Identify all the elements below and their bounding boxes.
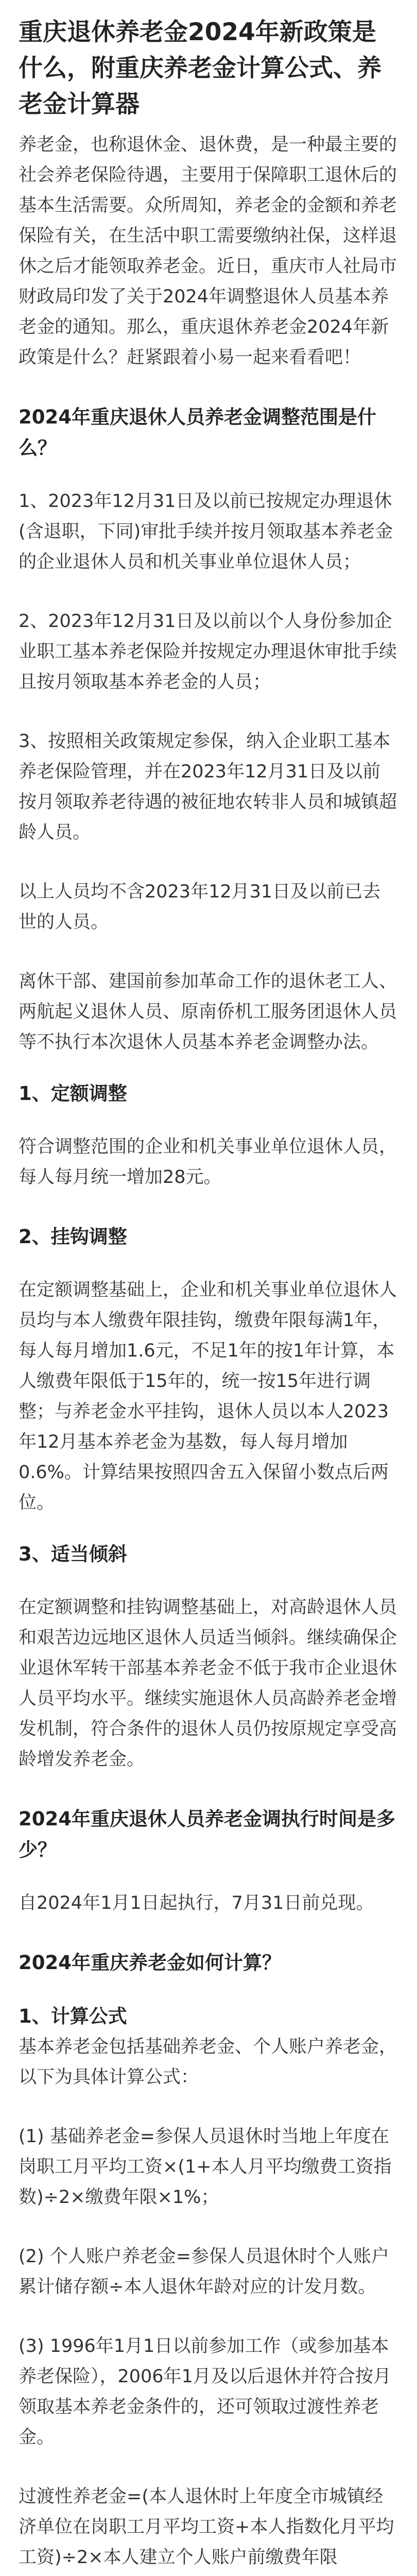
section-heading-scope: 2024年重庆退休人员养老金调整范围是什么？	[19, 406, 376, 459]
tilt-adjustment-text: 在定额调整和挂钩调整基础上，对高龄退休人员和艰苦边远地区退休人员适当倾斜。继续确保企业退休军转干部基本养老金不低于我市企业退休人员平均水平。继续实施退休人员高龄养老金增发机制，符合条件的退休人员仍按原规定享受高龄增发养老金。	[19, 1597, 397, 1770]
intro-paragraph: 养老金，也称退休金、退休费，是一种最主要的社会养老保险待遇，主要用于保障职工退休后的基本生活需要。众所周知，养老金的金额和养老保险有关，在生活中职工需要缴纳社保，这样退休之后才能领取养老金。近日，重庆市人社局市财政局印发了关于2024年调整退休人员基本养老金的通知。那么，重庆退休养老金2024年新政策是什么？赶紧跟着小易一起来看看吧！	[19, 134, 397, 368]
formula-intro: 基本养老金包括基础养老金、个人账户养老金，以下为具体计算公式：	[19, 2037, 397, 2088]
sub-heading-fixed-adjustment: 1、定额调整	[19, 1082, 127, 1105]
sub-heading-linked-adjustment: 2、挂钩调整	[19, 1226, 127, 1248]
formula-personal-account: (2) 个人账户养老金=参保人员退休时个人账户累计储存额÷本人退休年龄对应的计发月数。	[19, 2246, 390, 2297]
scope-item-3: 3、按照相关政策规定参保，纳入企业职工基本养老保险管理，并在2023年12月31日及以前按月领取养老待遇的被征地农转非人员和城镇超龄人员。	[19, 731, 397, 843]
scope-excluded-groups: 离休干部、建国前参加革命工作的退休老工人、两航起义退休人员、原南侨机工服务团退休人员等不执行本次退休人员基本养老金调整办法。	[19, 971, 397, 1053]
formula-transitional-pension: 过渡性养老金=(本人退休时上年度全市城镇经济单位在岗职工月平均工资+本人指数化月平均工资)÷2×本人建立个人账户前缴费年限	[19, 2486, 394, 2568]
sub-heading-tilt-adjustment: 3、适当倾斜	[19, 1543, 127, 1565]
fixed-adjustment-text: 符合调整范围的企业和机关事业单位退休人员，每人每月统一增加28元。	[19, 1137, 397, 1188]
formula-transitional-eligibility: (3) 1996年1月1日以前参加工作（或参加基本养老保险），2006年1月及以后退休并符合按月领取基本养老金条件的，还可领取过渡性养老金。	[19, 2336, 391, 2448]
section-heading-calculation: 2024年重庆养老金如何计算？	[19, 1952, 281, 1974]
scope-item-2: 2、2023年12月31日及以前以个人身份参加企业职工基本养老保险并按规定办理退休审批手续且按月领取基本养老金的人员；	[19, 611, 397, 692]
formula-basic-pension: (1) 基础养老金=参保人员退休时当地上年度在岗职工月平均工资×(1+本人月平均缴费工资指数)÷2×缴费年限×1%；	[19, 2126, 392, 2208]
scope-item-1: 1、2023年12月31日及以前已按规定办理退休(含退职，下同)审批手续并按月领取基本养老金的企业退休人员和机关事业单位退休人员；	[19, 491, 393, 572]
sub-heading-formula: 1、计算公式	[19, 2005, 127, 2027]
scope-exclusion-note: 以上人员均不含2023年12月31日及以前已去世的人员。	[19, 882, 381, 933]
linked-adjustment-text: 在定额调整基础上，企业和机关事业单位退休人员均与本人缴费年限挂钩，缴费年限每满1年，每人每月增加1.6元，不足1年的按1年计算，本人缴费年限低于15年的，统一按15年进行调整；与养老金水平挂钩，退休人员以本人2023年12月基本养老金为基数，每人每月增加0.6%。计算结果按照四舍五入保留小数点后两位。	[19, 1280, 397, 1513]
section-heading-effective-date: 2024年重庆退休人员养老金调执行时间是多少？	[19, 1808, 395, 1861]
effective-date-text: 自2024年1月1日起执行，7月31日前兑现。	[19, 1893, 374, 1913]
article-title: 重庆退休养老金2024年新政策是什么，附重庆养老金计算公式、养老金计算器	[19, 18, 381, 118]
